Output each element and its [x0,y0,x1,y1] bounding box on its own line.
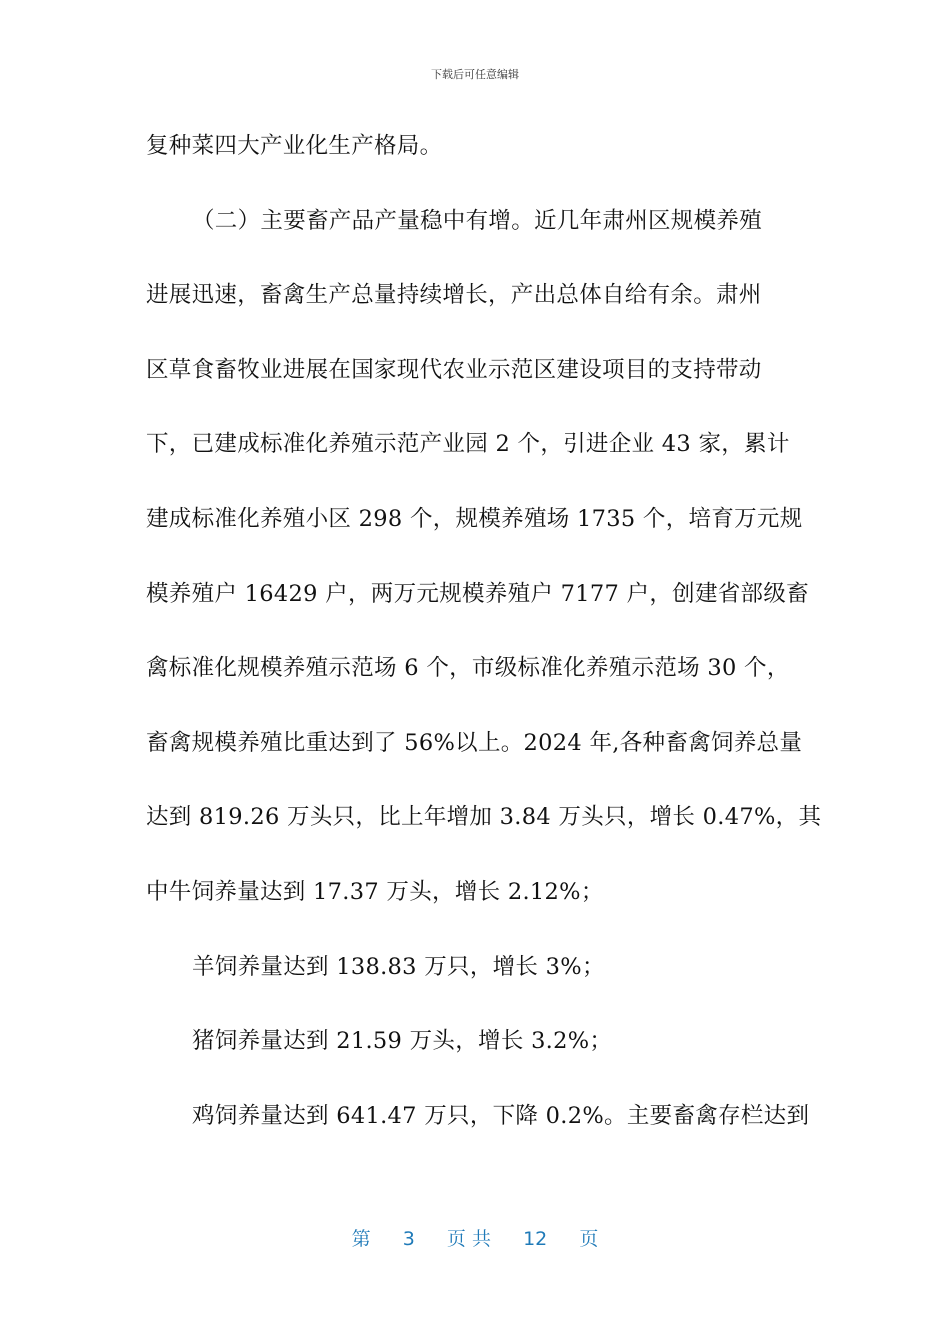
paragraph-line: （二）主要畜产品产量稳中有增。近几年肃州区规模养殖 [192,207,763,234]
paragraph-line: 羊饲养量达到 138.83 万只，增长 3%； [192,953,605,980]
paragraph-line: 建成标准化养殖小区 298 个，规模养殖场 1735 个，培育万元规 [146,505,803,532]
paragraph-line: 达到 819.26 万头只，比上年增加 3.84 万头只，增长 0.47%，其 [146,804,822,831]
paragraph-line: 进展迅速，畜禽生产总量持续增长，产出总体自给有余。肃州 [146,282,762,309]
page-label-mid: 页 共 [446,1228,491,1250]
body-text [146,126,822,1170]
page-number: 3 [402,1228,415,1250]
page-total: 12 [523,1228,548,1250]
header-note: 下载后可任意编辑 [431,68,519,81]
page-label-suffix: 页 [579,1228,599,1250]
paragraph-line: 下，已建成标准化养殖示范产业园 2 个，引进企业 43 家，累计 [146,431,790,458]
paragraph-line: 区草食畜牧业进展在国家现代农业示范区建设项目的支持带动 [146,356,762,383]
paragraph-line: 模养殖户 16429 户，两万元规模养殖户 7177 户，创建省部级畜 [146,580,809,607]
page-footer [0,1224,950,1251]
paragraph-line: 猪饲养量达到 21.59 万头，增长 3.2%； [192,1028,613,1055]
paragraph-line: 畜禽规模养殖比重达到了 56%以上。2024 年,各种畜禽饲养总量 [146,729,803,756]
paragraph-line: 中牛饲养量达到 17.37 万头，增长 2.12%； [146,878,604,905]
paragraph-line: 禽标准化规模养殖示范场 6 个，市级标准化养殖示范场 30 个， [146,655,790,682]
paragraph-line: 复种菜四大产业化生产格局。 [146,133,443,159]
paragraph-line: 鸡饲养量达到 641.47 万只，下降 0.2%。主要畜禽存栏达到 [192,1102,810,1129]
page-label-prefix: 第 [351,1228,371,1250]
